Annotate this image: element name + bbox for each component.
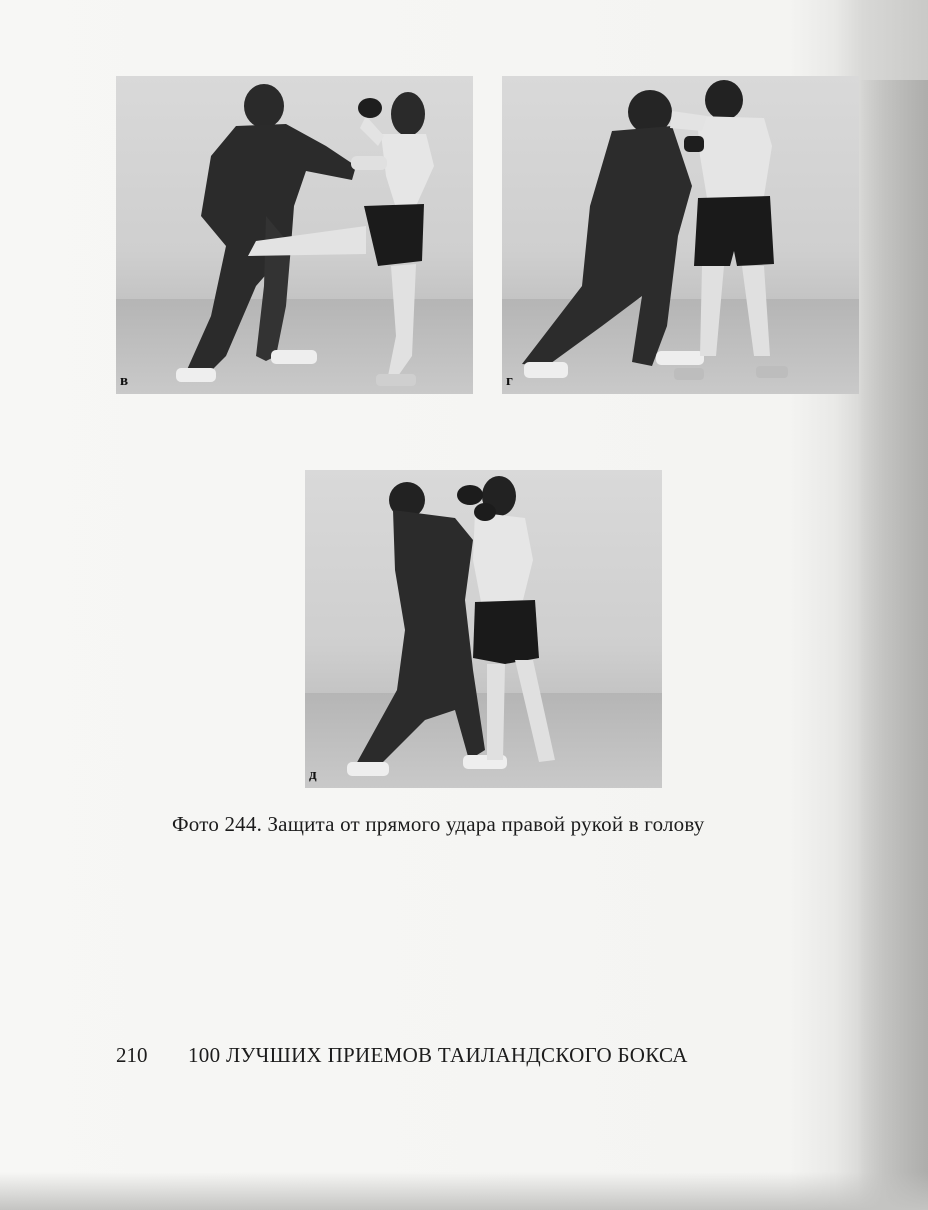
photo-d-figures (305, 470, 662, 788)
photo-label: в (120, 373, 129, 389)
photo-label: д (309, 767, 317, 783)
photo-caption: Фото 244. Защита от прямого удара правой рукой в голову (172, 812, 705, 836)
photo-d (305, 470, 662, 788)
bottom-edge-shadow (0, 1172, 928, 1210)
photo-v (116, 76, 473, 394)
photo-g (502, 76, 859, 394)
page-number: 210 (116, 1043, 148, 1067)
photo-label: г (506, 373, 513, 389)
running-title: 100 ЛУЧШИХ ПРИЕМОВ ТАИЛАНДСКОГО БОКСА (188, 1043, 688, 1067)
page-edge-shadow (858, 80, 928, 1210)
photo-v-figures (116, 76, 473, 394)
photo-g-figures (502, 76, 859, 394)
